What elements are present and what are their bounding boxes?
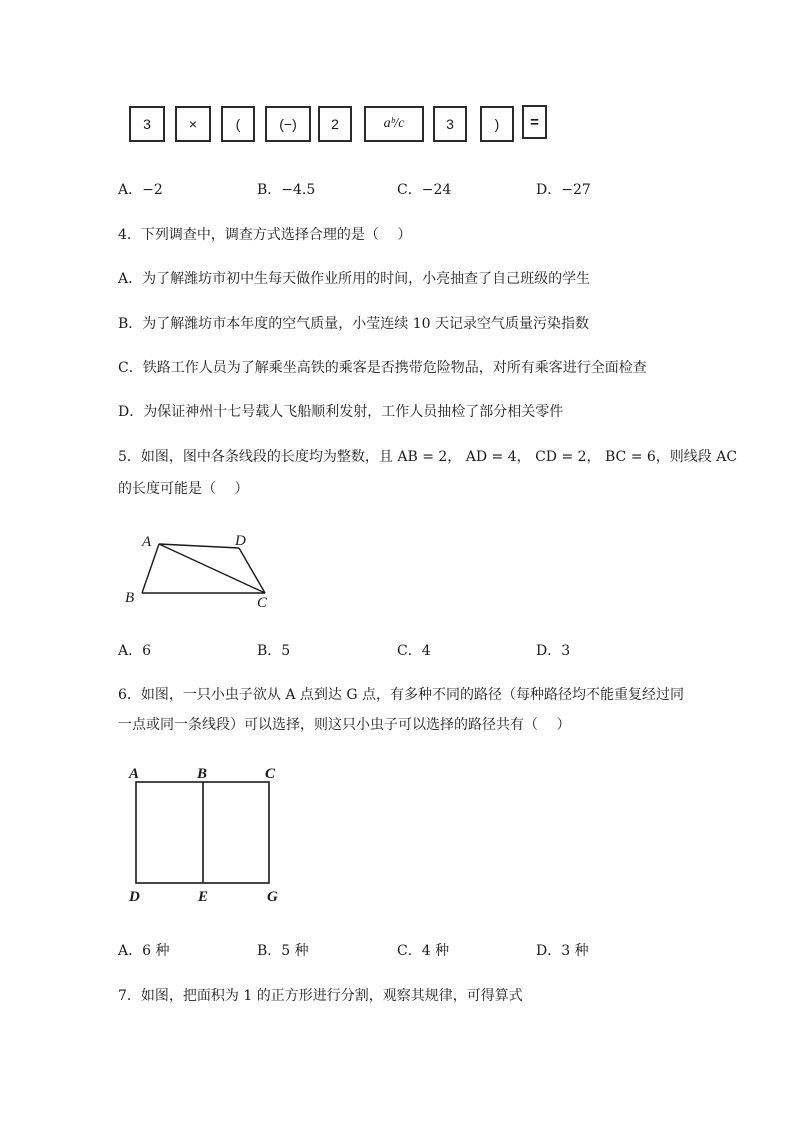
q6-option-b: B．5 种 xyxy=(257,943,309,959)
q5-option-a: A．6 xyxy=(118,643,152,659)
calc-key-3: 3 xyxy=(129,106,165,142)
q3-option-a: A．−2 xyxy=(118,182,163,198)
calc-key-3-second: 3 xyxy=(433,106,467,142)
segment-ab xyxy=(142,544,159,593)
q6-stem-line2: 一点或同一条线段）可以选择，则这只小虫子可以选择的路径共有（ ） xyxy=(118,717,571,733)
point-d-label: D xyxy=(235,533,246,549)
q6-stem-line1: 6．如图，一只小虫子欲从 A 点到达 G 点，有多种不同的路径（每种路径均不能重复经过同 xyxy=(118,687,684,703)
q5-option-d: D．3 xyxy=(536,643,571,659)
q5-stem-line2: 的长度可能是（ ） xyxy=(118,481,249,497)
q3-option-b: B．−4.5 xyxy=(257,182,316,198)
q6-option-d: D．3 种 xyxy=(536,943,589,959)
point-a-label: A xyxy=(142,534,152,550)
q5-option-c: C．4 xyxy=(397,643,431,659)
q5-stem-line1: 5．如图，图中各条线段的长度均为整数，且 AB = 2， AD = 4， CD = 2， BC = 6，则线段 AC xyxy=(118,449,738,465)
point-c-label: C xyxy=(257,595,268,611)
q4-option-c: C．铁路工作人员为了解乘坐高铁的乘客是否携带危险物品，对所有乘客进行全面检查 xyxy=(118,360,647,376)
q4-option-a: A．为了解潍坊市初中生每天做作业所用的时间，小亮抽查了自己班级的学生 xyxy=(118,271,591,287)
q4-option-b: B．为了解潍坊市本年度的空气质量，小莹连续 10 天记录空气质量污染指数 xyxy=(118,316,590,332)
point-g-label: G xyxy=(267,889,278,905)
q6-option-a: A．6 种 xyxy=(118,943,170,959)
q3-option-d: D．−27 xyxy=(536,182,591,198)
q4-stem: 4．下列调查中，调查方式选择合理的是（ ） xyxy=(118,227,412,243)
calc-key-equals: = xyxy=(522,105,547,139)
segment-ac xyxy=(159,544,265,593)
q6-option-c: C．4 种 xyxy=(397,943,450,959)
q5-quadrilateral-figure xyxy=(115,528,285,613)
point-e-label: E xyxy=(198,889,209,905)
calc-key-multiply: × xyxy=(175,106,211,142)
calc-key-close-paren: ) xyxy=(480,106,514,142)
calc-key-open-paren: ( xyxy=(221,106,255,142)
segment-ad xyxy=(159,544,239,548)
calc-key-2: 2 xyxy=(318,106,352,142)
q3-option-c: C．−24 xyxy=(397,182,452,198)
q5-option-b: B．5 xyxy=(257,643,291,659)
point-d-label: D xyxy=(129,889,140,905)
calc-key-negative: (−) xyxy=(265,106,311,142)
point-b-label: B xyxy=(125,590,135,606)
point-b-label: B xyxy=(197,766,208,782)
point-a-label: A xyxy=(129,766,140,782)
q4-option-d: D．为保证神州十七号载人飞船顺利发射，工作人员抽检了部分相关零件 xyxy=(118,404,564,420)
point-c-label: C xyxy=(265,766,276,782)
calc-key-fraction: aᵇ/c xyxy=(364,106,424,142)
q6-rectangle-figure xyxy=(120,758,290,908)
q7-stem: 7．如图，把面积为 1 的正方形进行分割，观察其规律，可得算式 xyxy=(118,988,523,1004)
